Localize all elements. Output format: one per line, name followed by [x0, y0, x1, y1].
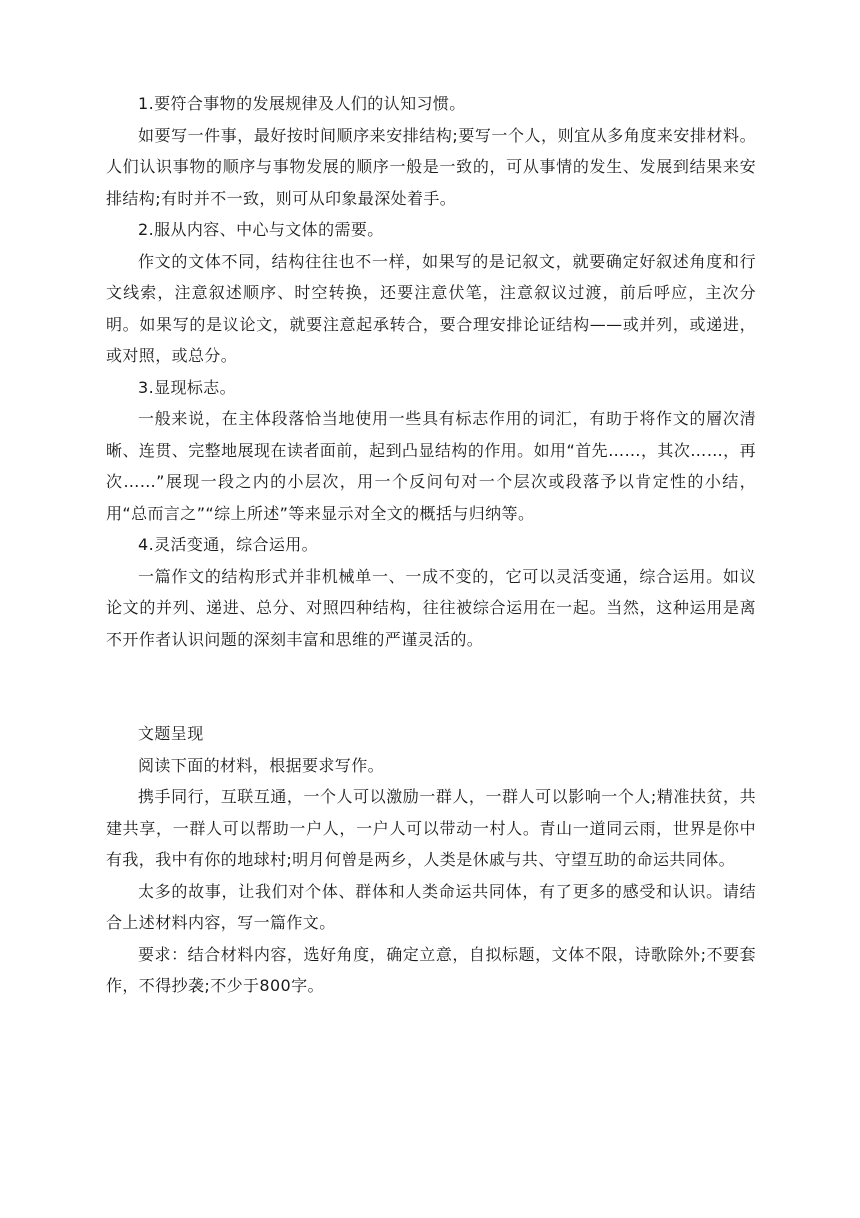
point-3-heading: 3.显现标志。: [138, 377, 237, 397]
prompt-section-title: 文题呈现: [138, 724, 204, 743]
prompt-task: 太多的故事，让我们对个体、群体和人类命运共同体，有了更多的感受和认识。请结合上述材料内容，写一篇作文。: [106, 881, 756, 932]
section-spacer: [106, 655, 756, 718]
point-4-body: 一篇作文的结构形式并非机械单一、一成不变的，它可以灵活变通，综合运用。如议论文的并列、递进、总分、对照四种结构，往往被综合运用在一起。当然，这种运用是离不开作者认识问题的深刻丰富和思维的严谨灵活的。: [106, 566, 756, 649]
point-2-body: 作文的文体不同，结构往往也不一样，如果写的是记叙文，就要确定好叙述角度和行文线索，注意叙述顺序、时空转换，还要注意伏笔，注意叙议过渡，前后呼应，主次分明。如果写的是议论文，就要注意起承转合，要合理安排论证结构——或并列，或递进，或对照，或总分。: [106, 251, 756, 365]
prompt-instruction: 阅读下面的材料，根据要求写作。: [138, 755, 385, 775]
prompt-requirements: 要求：结合材料内容，选好角度，确定立意，自拟标题，文体不限，诗歌除外;不要套作，不得抄袭;不少于800字。: [106, 944, 756, 995]
point-1-heading: 1.要符合事物的发展规律及人们的认知习惯。: [138, 94, 466, 113]
point-2-heading: 2.服从内容、中心与文体的需要。: [138, 220, 384, 239]
document-body: [106, 88, 756, 1002]
point-4-heading: 4.灵活变通，综合运用。: [138, 535, 319, 554]
point-1-body: 如要写一件事，最好按时间顺序来安排结构;要写一个人，则宜从多角度来安排材料。人们认识事物的顺序与事物发展的顺序一般是一致的，可从事情的发生、发展到结果来安排结构;有时并不一致，则可从印象最深处着手。: [106, 125, 756, 208]
prompt-material: 携手同行，互联互通，一个人可以激励一群人，一群人可以影响一个人;精准扶贫，共建共享，一群人可以帮助一户人，一户人可以带动一村人。青山一道同云雨，世界是你中有我，我中有你的地球村;明月何曾是两乡，人类是休戚与共、守望互助的命运共同体。: [106, 787, 756, 869]
point-3-body: 一般来说，在主体段落恰当地使用一些具有标志作用的词汇，有助于将作文的層次清晰、连贯、完整地展现在读者面前，起到凸显结构的作用。如用“首先……，其次……，再次……”展现一段之内的小层次，用一个反问句对一个层次或段落予以肯定性的小结，用“总而言之”“综上所述”等来显示对全文的概括与归纳等。: [106, 409, 756, 523]
